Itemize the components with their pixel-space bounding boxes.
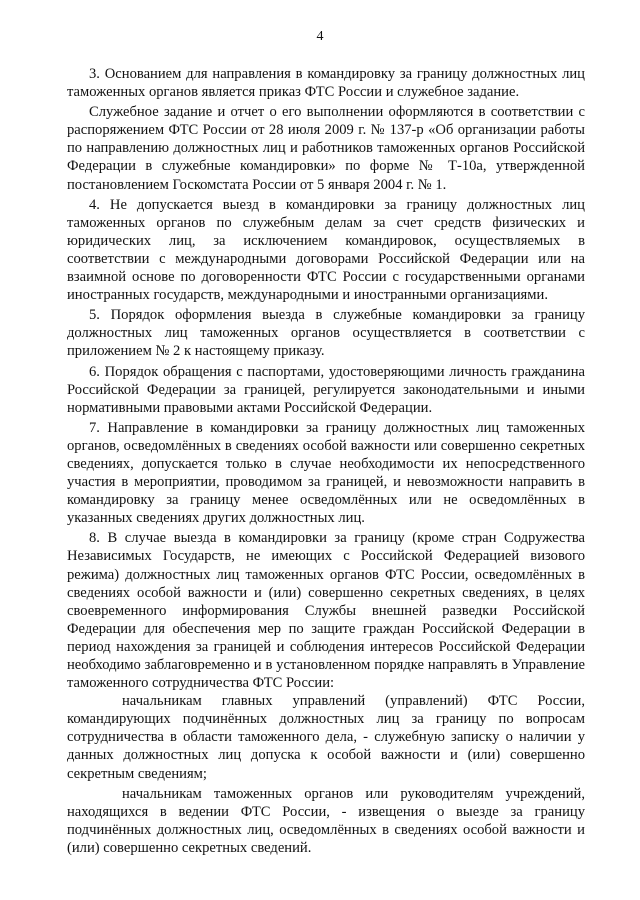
paragraph-3: 3. Основанием для направления в командировку за границу должностных лиц таможенных органов является приказ ФТС России и служебное задание. bbox=[67, 66, 585, 101]
paragraph-6: 6. Порядок обращения с паспортами, удостоверяющими личность гражданина Российской Федерации за границей, регулируется законодательными и иными нормативными правовыми актами Российской Федерации. bbox=[67, 363, 585, 416]
paragraph-5: 5. Порядок оформления выезда в служебные командировки за границу должностных лиц таможенных органов осуществляется в соответствии с приложением № 2 к настоящему приказу. bbox=[67, 307, 585, 360]
paragraph-8: 8. В случае выезда в командировки за границу (кроме стран Содружества Независимых Государств, не имеющих с Российской Федерацией визового режима) должностных лиц таможенных органов ФТС России, осведомлённых в сведениях особой важности и (или) совершенно секретных сведениях, в целях своевременного информирования Службы внешней разведки Российской Федерации для обеспечения мер по защите граждан Российской Федерации в период нахождения за границей и соблюдения интересов Российской Федерации необходимо заблаговременно и в установленном порядке направлять в Управление таможенного сотрудничества ФТС России: bbox=[67, 530, 585, 692]
document-body bbox=[67, 65, 585, 859]
paragraph-8-item-1: начальникам главных управлений (управлений) ФТС России, командирующих подчинённых должностных лиц за границу по вопросам сотрудничества в области таможенного дела, - служебную записку о наличии у данных должностных лиц допуска к особой важности и (или) совершенно секретным сведениям; bbox=[67, 693, 585, 782]
paragraph-8-item-2: начальникам таможенных органов или руководителям учреждений, находящихся в ведении ФТС России, - извещения о выезде за границу подчинённых должностных лиц, осведомлённых в сведениях особой важности и (или) совершенно секретных сведений. bbox=[67, 785, 585, 856]
paragraph-4: 4. Не допускается выезд в командировки за границу должностных лиц таможенных органов по служебным делам за счет средств физических и юридических лиц, за исключением командировок, осуществляемых в соответствии с международными договорами Российской Федерации или на взаимной основе по договоренности ФТС России с государственными органами иностранных государств, международными и иностранными организациями. bbox=[67, 196, 585, 304]
paragraph-7: 7. Направление в командировки за границу должностных лиц таможенных органов, осведомлённых в сведениях особой важности или совершенно секретных сведениях, допускается только в случае необходимости их непосредственного участия в мероприятии, проводимом за границей, и невозможности направить в командировку за границу менее осведомлённых или не осведомлённых в указанных сведениях других должностных лиц. bbox=[67, 419, 585, 527]
page-number: 4 bbox=[316, 29, 324, 44]
paragraph-3-continuation: Служебное задание и отчет о его выполнении оформляются в соответствии с распоряжением ФТС России от 28 июля 2009 г. № 137-р «Об организации работы по направлению должностных лиц и работников таможенных органов Российской Федерации в служебные командировки» по форме № Т-10а, утвержденной постановлением Госкомстата России от 5 января 2004 г. № 1. bbox=[67, 104, 585, 193]
